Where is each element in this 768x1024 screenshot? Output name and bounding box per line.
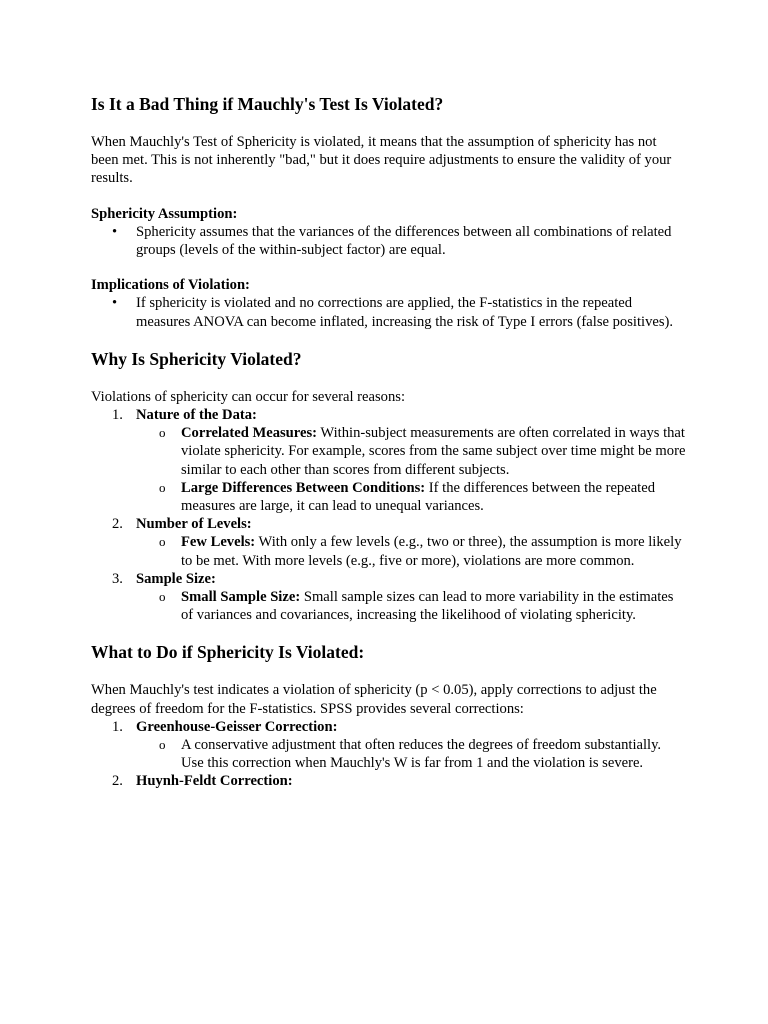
list-item bbox=[91, 718, 687, 773]
paragraph: Violations of sphericity can occur for several reasons: bbox=[91, 388, 405, 405]
term-description: With only a few levels (e.g., two or three), the assumption is more likely to be met. With more levels (e.g., five or more), violations are more common. bbox=[181, 534, 682, 569]
list-number: 3. bbox=[112, 570, 123, 587]
sub-list-item bbox=[136, 479, 687, 515]
numbered-list bbox=[91, 406, 687, 624]
list-number: 1. bbox=[112, 718, 123, 735]
term-description: Small sample sizes can lead to more variability in the estimates of variances and covariances, increasing the likelihood of violating sphericity. bbox=[181, 589, 674, 624]
list-number: 2. bbox=[112, 516, 123, 533]
list-item-title: Huynh-Feldt Correction: bbox=[136, 773, 293, 790]
list-item-title: Number of Levels: bbox=[136, 516, 252, 533]
term: Correlated Measures: bbox=[181, 425, 318, 442]
list-item bbox=[91, 772, 687, 790]
term: Small Sample Size: bbox=[181, 589, 301, 606]
term-description: Within-subject measurements are often correlated in ways that violate sphericity. For example, scores from the same subject over time might be more similar to each other than scores from different subjects. bbox=[181, 425, 686, 478]
sub-list bbox=[136, 533, 687, 569]
term: Few Levels: bbox=[181, 534, 256, 551]
list-item bbox=[91, 515, 687, 570]
list-item-title: Sample Size: bbox=[136, 570, 216, 587]
sub-list-item bbox=[136, 424, 687, 479]
list-number: 2. bbox=[112, 773, 123, 790]
section-heading: Is It a Bad Thing if Mauchly's Test Is Violated? bbox=[91, 94, 444, 114]
list-item: • Sphericity assumes that the variances of the differences between all combinations of related groups (levels of the within-subject factor) are equal. bbox=[91, 223, 687, 259]
sub-list bbox=[136, 424, 687, 515]
paragraph: When Mauchly's test indicates a violation of sphericity (p < 0.05), apply corrections to adjust the degrees of freedom for the F-statistics. SPSS provides several corrections: bbox=[91, 682, 657, 717]
bullet-list bbox=[91, 294, 687, 330]
bullet-list bbox=[91, 223, 687, 259]
sub-list-item: o A conservative adjustment that often reduces the degrees of freedom substantially. Use this correction when Mauchly's W is far from 1 and the violation is severe. bbox=[136, 736, 687, 772]
list-item-title: Nature of the Data: bbox=[136, 407, 257, 424]
list-item: • If sphericity is violated and no corrections are applied, the F-statistics in the repeated measures ANOVA can become inflated, increasing the risk of Type I errors (false positives). bbox=[91, 294, 687, 330]
list-item bbox=[91, 570, 687, 625]
sub-list-item bbox=[136, 533, 687, 569]
section-heading: What to Do if Sphericity Is Violated: bbox=[91, 642, 365, 663]
sub-list bbox=[136, 736, 687, 772]
term-description: If the differences between the repeated measures are large, it can lead to unequal variances. bbox=[181, 479, 655, 515]
subsection-label: Implications of Violation: bbox=[91, 277, 250, 294]
numbered-list bbox=[91, 718, 687, 791]
paragraph: When Mauchly's Test of Sphericity is violated, it means that the assumption of sphericity has not been met. This is not inherently "bad," but it does require adjustments to ensure the validity of your results. bbox=[91, 134, 672, 187]
sub-list bbox=[136, 588, 687, 624]
document-page bbox=[91, 93, 687, 791]
sub-list-item bbox=[136, 588, 687, 624]
section-heading: Why Is Sphericity Violated? bbox=[91, 348, 302, 369]
list-item bbox=[91, 406, 687, 515]
list-number: 1. bbox=[112, 407, 123, 424]
list-item-title: Greenhouse-Geisser Correction: bbox=[136, 718, 338, 735]
subsection-label: Sphericity Assumption: bbox=[91, 205, 238, 222]
term: Large Differences Between Conditions: bbox=[181, 479, 426, 496]
